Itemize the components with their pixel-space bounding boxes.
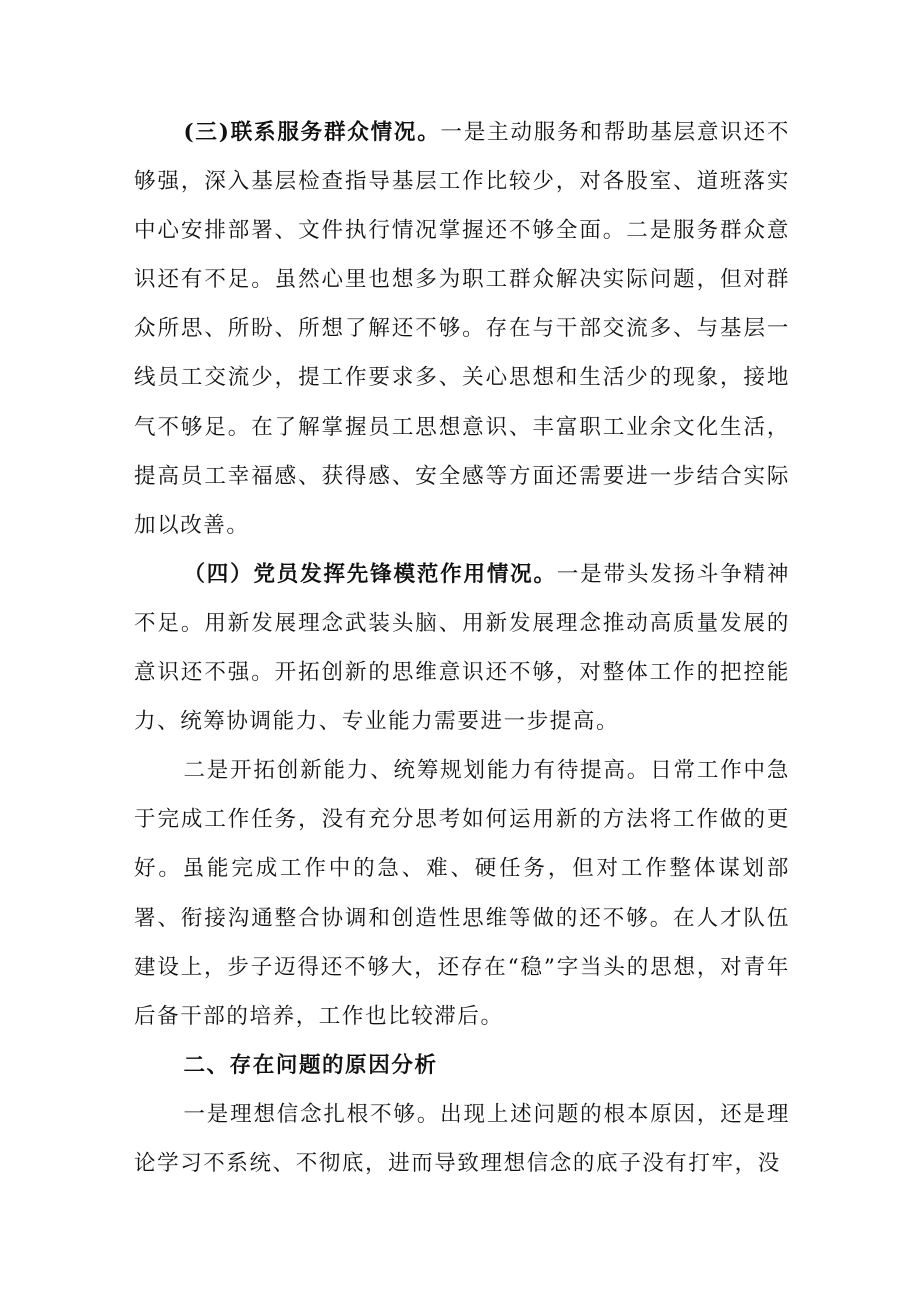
paragraph-innovation-ability xyxy=(134,746,790,1041)
paragraph-heading: （四）党员发挥先锋模范作用情况。 xyxy=(183,561,557,587)
paragraph-cause-analysis: 一是理想信念扎根不够。出现上述问题的根本原因，还是理论学习不系统、不彻底，进而导致理想信念的底子没有打牢，没 xyxy=(134,1101,790,1176)
paragraph-body: 二是开拓创新能力、统筹规划能力有待提高。日常工作中急于完成工作任务，没有充分思考如何运用新的方法将工作做的更好。虽能完成工作中的急、难、硬任务，但对工作整体谋划部署、衔接沟通整合协调和创造性思维等做的还不够。在人才队伍建设上，步子迈得还不够大，还存在“稳”字当头的思想，对青年后备干部的培养，工作也比较滞后。 xyxy=(134,758,790,1029)
paragraph-party-member-role xyxy=(134,550,790,746)
paragraph-body: 一是带头发扬斗争精神不足。用新发展理念武装头脑、用新发展理念推动高质量发展的意识还不强。开拓创新的思维意识还不够，对整体工作的把控能力、统筹协调能力、专业能力需要进一步提高。 xyxy=(134,561,790,735)
paragraph-service-masses xyxy=(134,108,790,550)
paragraph-body: 一是主动服务和帮助基层意识还不够强，深入基层检查指导基层工作比较少，对各股室、道班落实中心安排部署、文件执行情况掌握还不够全面。二是服务群众意识还有不足。虽然心里也想多为职工群众解决实际问题，但对群众所思、所盼、所想了解还不够。存在与干部交流多、与基层一线员工交流少，提工作要求多、关心思想和生活少的现象，接地气不够足。在了解掌握员工思想意识、丰富职工业余文化生活，提高员工幸福感、获得感、安全感等方面还需要进一步结合实际加以改善。 xyxy=(134,120,790,538)
section-title: 二、存在问题的原因分析 xyxy=(183,1052,438,1078)
document-page xyxy=(134,108,790,1188)
paragraph-heading: (三)联系服务群众情况。 xyxy=(183,120,441,145)
